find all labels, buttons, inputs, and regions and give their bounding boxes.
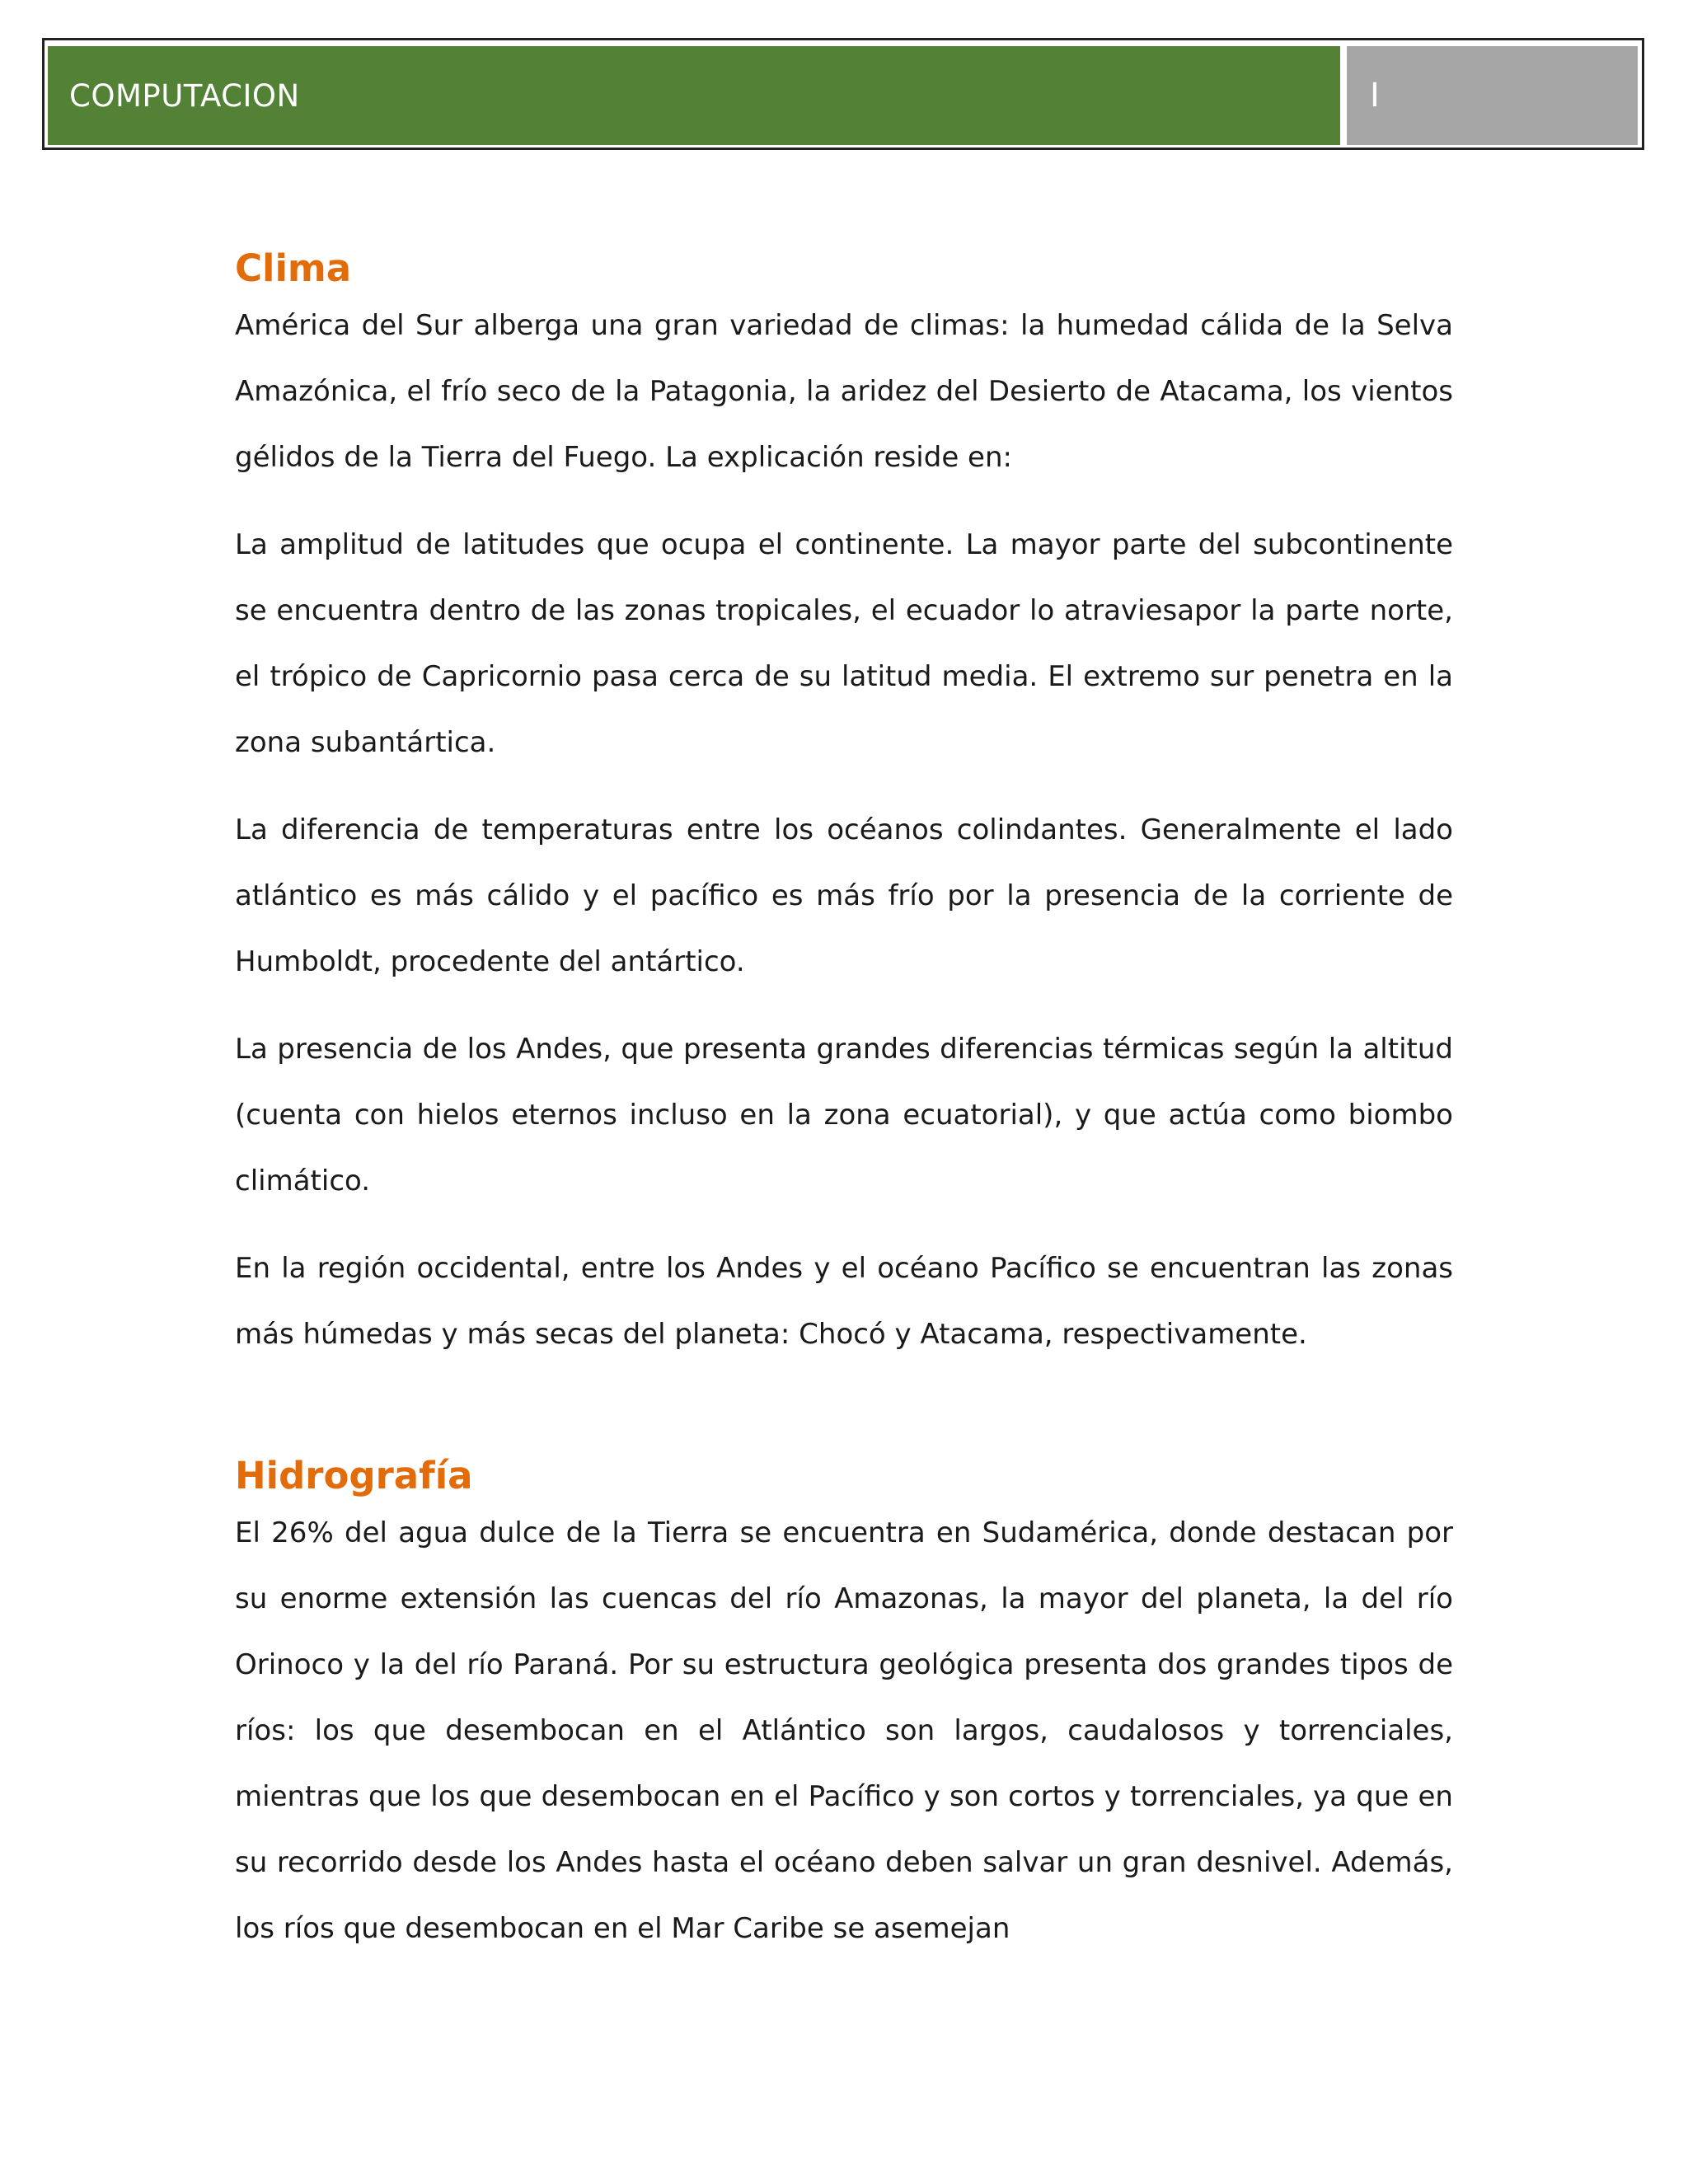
header-title: COMPUTACION (69, 77, 300, 114)
section-hidrografia (235, 1452, 1453, 1983)
paragraph: La diferencia de temperaturas entre los océanos colindantes. Generalmente el lado atlántico es más cálido y el pacífico es más frío por la presencia de la corriente de Humboldt, procedente del antártico. (235, 813, 1453, 978)
paragraph: La presencia de los Andes, que presenta grandes diferencias térmicas según la altitud (cuenta con hielos eternos incluso en la zona ecuatorial), y que actúa como biombo climático. (235, 1033, 1453, 1197)
paragraph: América del Sur alberga una gran variedad de climas: la humedad cálida de la Selva Amazónica, el frío seco de la Patagonia, la aridez del Desierto de Atacama, los vientos gélidos de la Tierra del Fuego. La explicación reside en: (235, 309, 1453, 474)
page-number: I (1370, 77, 1380, 115)
header-bar (48, 46, 1340, 145)
paragraph: La amplitud de latitudes que ocupa el continente. La mayor parte del subcontinente se encuentra dentro de las zonas tropicales, el ecuador lo atraviesapor la parte norte, el trópico de Capricornio pasa cerca de su latitud media. El extremo sur penetra en la zona subantártica. (235, 528, 1453, 759)
paragraph: En la región occidental, entre los Andes y el océano Pacífico se encuentran las zonas más húmedas y más secas del planeta: Chocó y Atacama, respectivamente. (235, 1252, 1453, 1351)
section-heading: Hidrografía (235, 1454, 473, 1497)
page-number-box (1347, 46, 1638, 145)
section-heading: Clima (235, 246, 352, 290)
section-clima (235, 245, 1453, 1389)
paragraph: El 26% del agua dulce de la Tierra se encuentra en Sudamérica, donde destacan por su enorme extensión las cuencas del río Amazonas, la mayor del planeta, la del río Orinoco y la del río Paraná. Por su estructura geológica presenta dos grandes tipos de ríos: los que desembocan en el Atlántico son largos, caudalosos y torrenciales, mientras que los que desembocan en el Pacífico y son cortos y torrenciales, ya que en su recorrido desde los Andes hasta el océano deben salvar un gran desnivel. Además, los ríos que desembocan en el Mar Caribe se asemejan (235, 1516, 1453, 1945)
